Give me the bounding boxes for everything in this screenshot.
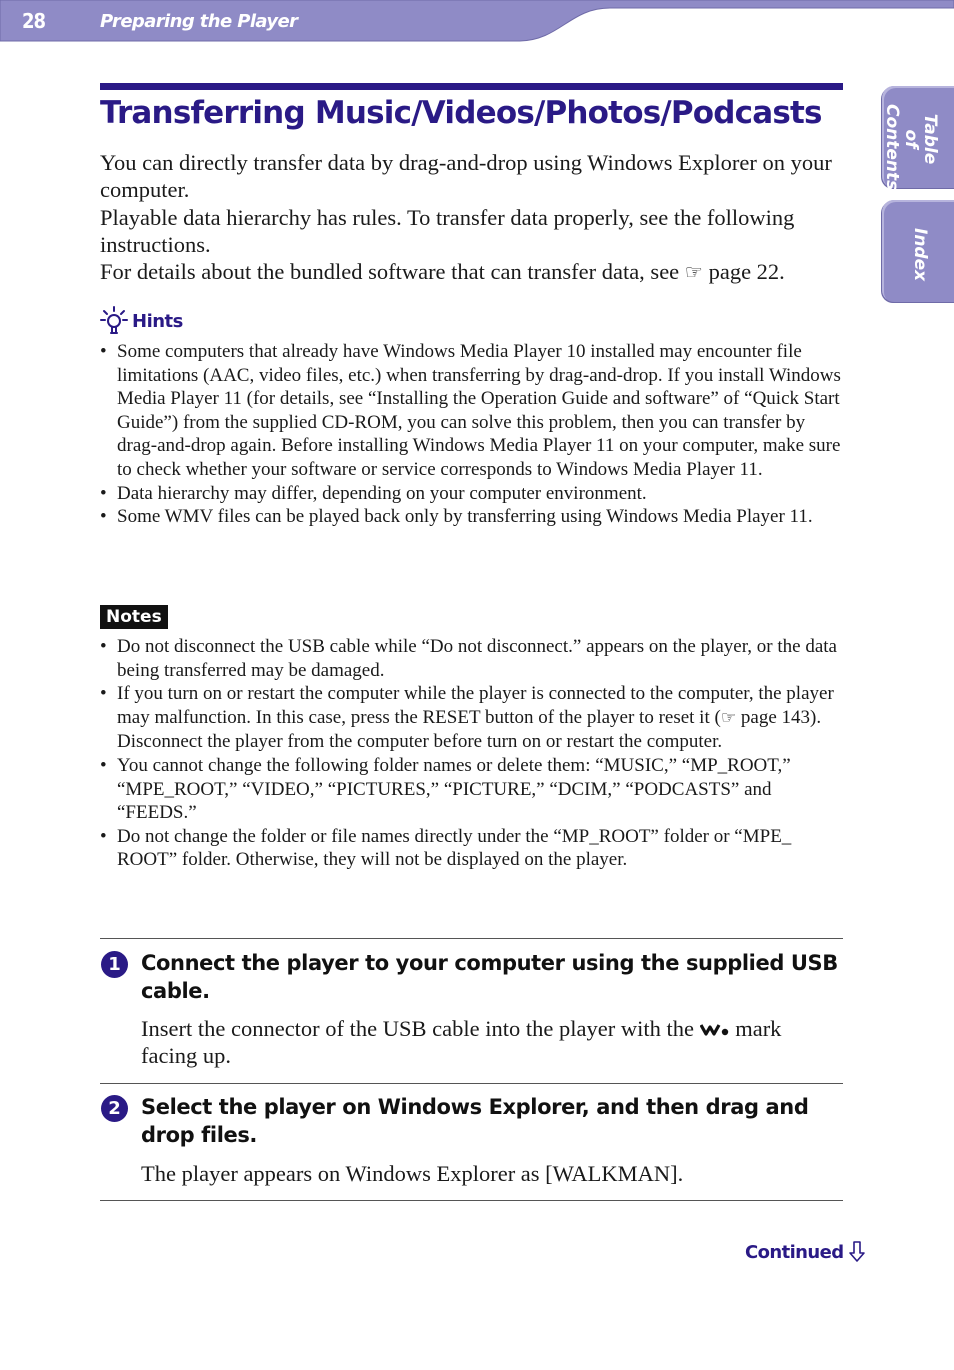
step-body-2: The player appears on Windows Explorer as [WALKMAN]. <box>141 1161 684 1186</box>
intro-paragraph-2: Playable data hierarchy has rules. To transfer data properly, see the following instructions. <box>100 204 795 257</box>
step-number-1: 1 <box>101 951 128 978</box>
tab-toc-label: Table of Contents <box>882 104 940 191</box>
walkman-logo-icon <box>700 1021 730 1037</box>
continued-label: Continued <box>745 1241 844 1263</box>
list-item: • Data hierarchy may differ, depending on your computer environment. <box>100 482 647 504</box>
step-divider <box>100 1200 843 1201</box>
tab-index[interactable] <box>882 200 954 302</box>
step-divider <box>100 938 843 939</box>
continued-arrow-icon <box>848 1241 866 1263</box>
reference-icon: ☞ <box>720 707 737 728</box>
list-item: • Do not change the folder or file names directly under the “MP_ROOT” folder or “MPE_ ROOT” folder. Otherwise, they will not be displayed on the player. <box>100 825 792 871</box>
step-divider <box>100 1083 843 1084</box>
step-title-2: Select the player on Windows Explorer, and then drag and drop files. <box>141 1095 809 1147</box>
list-item: • Some computers that already have Windows Media Player 10 installed may encounter file limitations (AAC, video files, etc.) when transferring by drag-and-drop. If you install Windows Media Player 11 (for details, see “Installing the Operation Guide and software” of “Quick Start Guide”) from the supplied CD-ROM, you can solve this problem, then you can transfer by drag-and-drop again. Before installing Windows Media Player 11 on your computer, make sure to check whether your software or service corresponds to Windows Media Player 11. <box>100 341 841 480</box>
intro-ref-page[interactable]: page 22. <box>702 259 785 285</box>
list-item: • Some WMV files can be played back only by transferring using Windows Media Player 11. <box>100 506 813 528</box>
notes-label: Notes <box>100 605 168 629</box>
hints-heading <box>100 306 183 336</box>
notes-list <box>100 635 845 872</box>
reference-icon: ☞ <box>684 260 703 285</box>
intro-paragraph-3 <box>100 258 840 286</box>
hints-label: Hints <box>132 310 183 332</box>
page-title: Transferring Music/Videos/Photos/Podcasts <box>100 95 822 131</box>
tab-index-label: Index <box>910 228 930 282</box>
continued-link[interactable] <box>745 1241 866 1263</box>
hints-list <box>100 340 845 529</box>
section-title: Preparing the Player <box>100 11 298 32</box>
list-item: • You cannot change the following folder names or delete them: “MUSIC,” “MP_ROOT,” “MPE_ROOT,” “VIDEO,” “PICTURES,” “PICTURE,” “DCIM,” “PODCASTS” and “FEEDS.” <box>100 754 791 824</box>
list-item: • If you turn on or restart the computer while the player is connected to the computer, the player may malfunction. In this case, press the RESET button of the player to reset it (☞ page 143). Disconnect the player from the computer before turn on or restart the computer. <box>100 683 834 753</box>
intro-paragraph-1: You can directly transfer data by drag-and-drop using Windows Explorer on your computer. <box>100 150 832 203</box>
title-rule <box>100 83 843 90</box>
hints-lightbulb-icon <box>100 306 128 336</box>
page-number: 28 <box>22 9 46 33</box>
step-title-1: Connect the player to your computer using the supplied USB cable. <box>141 951 838 1003</box>
intro-text <box>100 149 840 286</box>
step-number-2: 2 <box>101 1095 128 1122</box>
intro-ref-text: For details about the bundled software that can transfer data, see <box>100 259 685 285</box>
list-item: • Do not disconnect the USB cable while “Do not disconnect.” appears on the player, or the data being transferred may be damaged. <box>100 636 837 681</box>
page-header <box>0 0 954 44</box>
step-body-1: Insert the connector of the USB cable into the player with the mark facing up. <box>141 1016 782 1069</box>
tab-table-of-contents[interactable] <box>882 86 954 191</box>
